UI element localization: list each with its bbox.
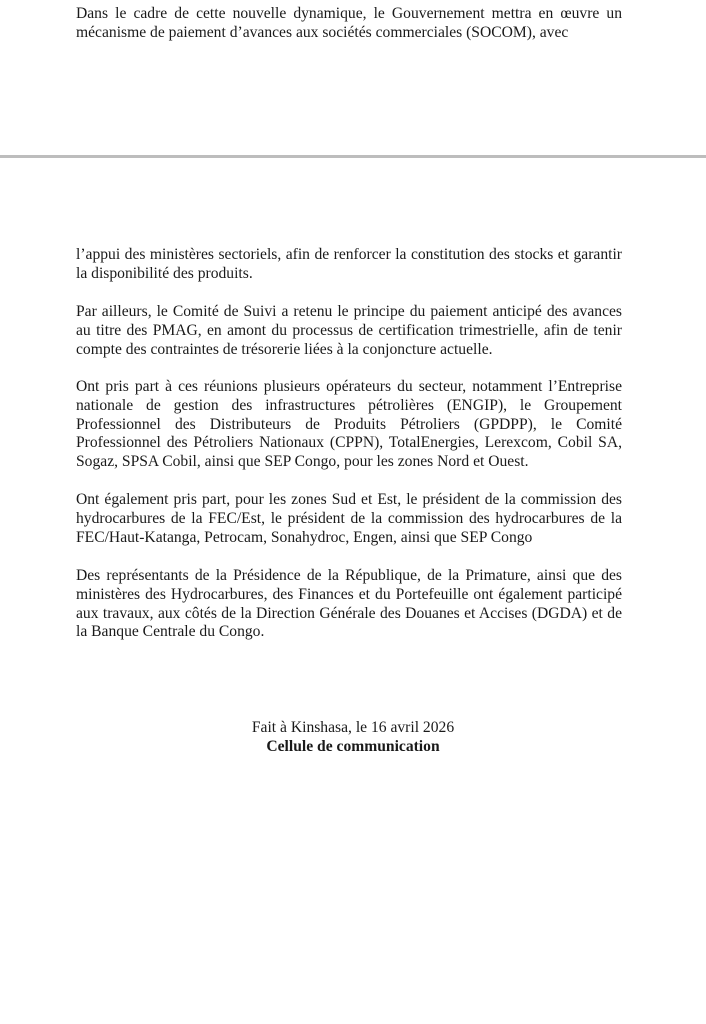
paragraph-5: Des représentants de la Présidence de la République, de la Primature, ainsi que des ministères des Hydrocarbures, des Finances et du Portefeuille ont également participé aux travaux, aux côtés de la Direction Générale des Douanes et Accises (DGDA) et de la Banque Centrale du Congo. (76, 567, 622, 641)
paragraph-1-end: l’appui des ministères sectoriels, afin de renforcer la constitution des stocks et garantir la disponibilité des produits. (76, 246, 622, 282)
signature-unit: Cellule de communication (266, 738, 440, 755)
paragraph-1-start: Dans le cadre de cette nouvelle dynamique, le Gouvernement mettra en œuvre un mécanisme de paiement d’avances aux sociétés commerciales (SOCOM), avec (76, 5, 622, 41)
paragraph-3: Ont pris part à ces réunions plusieurs opérateurs du secteur, notamment l’Entreprise nationale de gestion des infrastructures pétrolières (ENGIP), le Groupement Professionnel des Distributeurs de Produits Pétroliers (GPDPP), le Comité Professionnel des Pétroliers Nationaux (CPPN), TotalEnergies, Lerexcom, Cobil SA, Sogaz, SPSA Cobil, ainsi que SEP Congo, pour les zones Nord et Ouest. (76, 378, 622, 471)
previous-page-fragment (0, 0, 706, 156)
paragraph-4: Ont également pris part, pour les zones Sud et Est, le président de la commission des hydrocarbures de la FEC/Est, le président de la commission des hydrocarbures de la FEC/Haut-Katanga, Petrocam, Sonahydroc, Engen, ainsi que SEP Congo (76, 491, 622, 546)
paragraph-2: Par ailleurs, le Comité de Suivi a retenu le principe du paiement anticipé des avances au titre des PMAG, en amont du processus de certification trimestrielle, afin de tenir compte des contraintes de trésorerie liées à la conjoncture actuelle. (76, 303, 622, 358)
signature-place-date: Fait à Kinshasa, le 16 avril 2026 (251, 719, 455, 736)
page-break-divider (0, 155, 706, 158)
